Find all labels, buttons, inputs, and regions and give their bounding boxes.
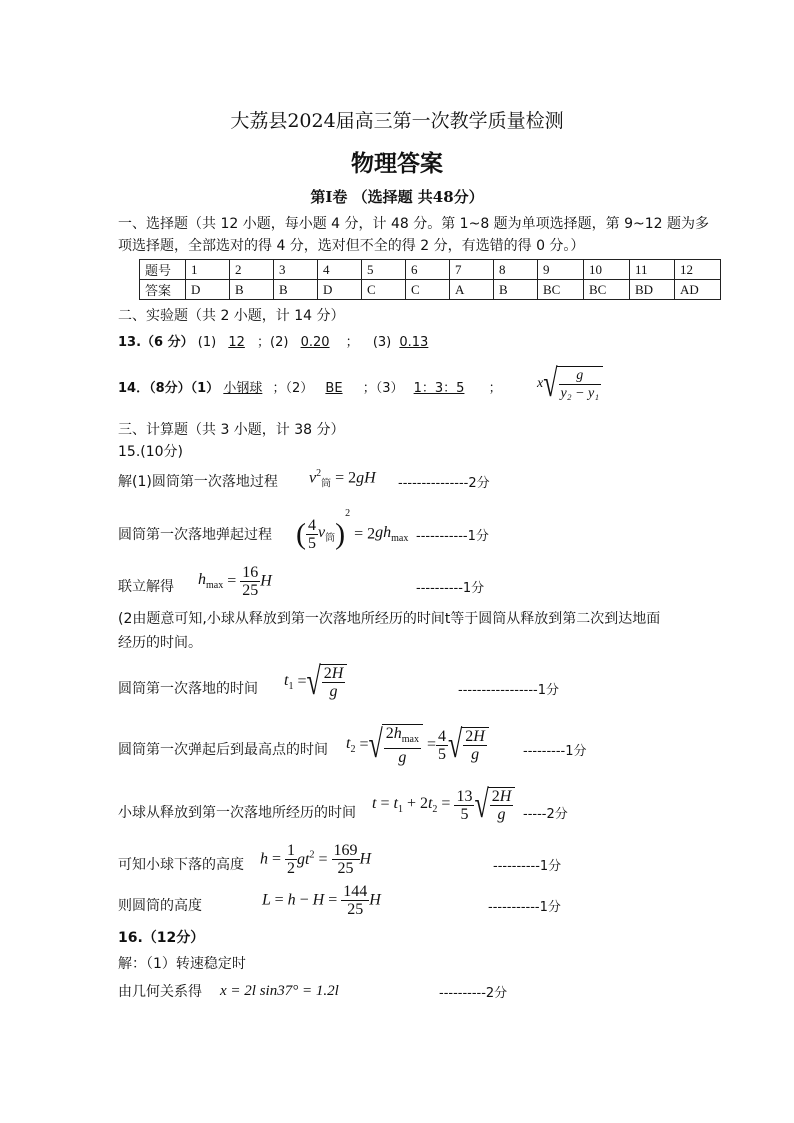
table-cell: BC [584, 280, 630, 300]
table-cell: D [186, 280, 230, 300]
q13-label: 13.（6 分） [118, 335, 194, 350]
q14-answer2: BE [325, 381, 343, 396]
table-cell: 1 [186, 260, 230, 280]
q16-step2-score: ----------2分 [439, 986, 508, 1001]
q15-step3-formula: $h_{max}$ = $\frac{16}{25}$ H [198, 564, 272, 599]
q15-step2-formula: ( $\frac{4}{5}$ $v_筒)^2 = 2gh_{max}$ [296, 508, 409, 552]
q15-step1-score: ---------------2分 [398, 476, 490, 491]
q14-answer3: 1：3：5 [413, 381, 465, 396]
q15-step5-text: 圆筒第一次弹起后到最高点的时间 [118, 742, 328, 758]
q15-part2-line2: 经历的时间。 [118, 635, 202, 651]
q14-formula [537, 361, 603, 405]
table-row-numbers [140, 260, 721, 280]
q15-step8-score: -----------1分 [488, 900, 561, 915]
q15-step7-numerator: 169 [333, 842, 358, 859]
exam-title: 大荔县2024届高三第一次教学质量检测 [230, 110, 564, 132]
q15-step6-score: -----2分 [523, 807, 568, 822]
q15-step2-score: -----------1分 [416, 529, 489, 544]
q13-separator: ； [345, 335, 359, 350]
q16-step2-text: 由几何关系得 [118, 984, 202, 1000]
table-cell: 11 [630, 260, 675, 280]
q14-part3-label: ；（3） [362, 381, 404, 396]
q15-step4-score: -----------------1分 [458, 683, 560, 698]
q16-step2-formula: x = 2l sin37° = 1.2l [220, 983, 339, 999]
q15-step6-numerator: 13 [456, 787, 473, 805]
table-cell: 6 [406, 260, 450, 280]
q13-answer2: 0.20 [300, 335, 330, 350]
section1-heading-line1: 一、选择题（共 12 小题，每小题 4 分，计 48 分。第 1~8 题为单项选择题，第 9~12 题为多 [118, 216, 710, 232]
doc-title: 物理答案 [351, 150, 443, 177]
q15-step8-numerator: 144 [343, 883, 368, 900]
q15-step3-score: ----------1分 [416, 581, 485, 596]
q14-label: 14．（8分）（1） [118, 381, 220, 396]
table-cell: 8 [494, 260, 538, 280]
table-cell: 5 [362, 260, 406, 280]
q15-part2-line1: (2由题意可知,小球从释放到第一次落地所经历的时间t等于圆筒从释放到第二次到达地面 [118, 611, 661, 627]
q15-step8-formula: L = h − H = $\frac{144}{25}$ H [262, 883, 381, 918]
q15-step3-denominator: 25 [242, 582, 259, 599]
table-cell: A [450, 280, 494, 300]
q13-part2-label: ；(2) [257, 335, 289, 350]
table-cell: 7 [450, 260, 494, 280]
q15-label: 15.(10分) [118, 444, 184, 460]
q15-step8-text: 则圆筒的高度 [118, 898, 202, 914]
q14-separator: ； [488, 381, 502, 396]
q14-part2-label: ；（2） [272, 381, 314, 396]
row-label-number: 题号 [140, 260, 186, 280]
table-cell: B [494, 280, 538, 300]
q15-step7-text: 可知小球下落的高度 [118, 857, 244, 873]
q14-line [118, 377, 516, 396]
table-cell: C [362, 280, 406, 300]
q15-step6-denominator: 5 [460, 805, 469, 823]
q16-step1-text: 解：（1）转速稳定时 [118, 956, 246, 972]
section2-heading: 二、实验题（共 2 小题，计 14 分） [118, 308, 345, 324]
q15-step7-denominator: 25 [337, 860, 354, 877]
q13-answer3: 0.13 [399, 335, 429, 350]
table-cell: D [318, 280, 362, 300]
table-cell: 12 [675, 260, 721, 280]
q15-step4-formula: $t_1$ =√ $\frac{2H}{g}$ [284, 664, 347, 700]
volume-title: 第Ⅰ卷 （选择题 共48分） [310, 188, 484, 206]
q13-answer1: 12 [228, 335, 245, 350]
table-cell: BD [630, 280, 675, 300]
q15-step7-score: ----------1分 [493, 859, 562, 874]
q15-step5-formula: $t_2$ =√ $\frac{2h_{max}}{g}$ = $\frac{4}{5}$ √ $\frac{2H}{g}$ [346, 724, 489, 766]
table-cell: 9 [538, 260, 584, 280]
section1-heading-line2: 项选择题，全部选对的得 4 分，选对但不全的得 2 分，有选错的得 0 分。） [118, 238, 585, 254]
table-cell: AD [675, 280, 721, 300]
q15-step3-text: 联立解得 [118, 579, 174, 595]
q15-step5-score: ---------1分 [523, 744, 587, 759]
table-row-answers [140, 280, 721, 300]
q15-step1-formula: $v^2_筒 = 2gH$ [309, 468, 376, 490]
q15-step6-text: 小球从释放到第一次落地所经历的时间 [118, 805, 356, 821]
table-cell: B [230, 280, 274, 300]
q16-label: 16.（12分） [118, 930, 205, 946]
table-cell: 2 [230, 260, 274, 280]
q14-numerator: g [559, 367, 602, 385]
sqrt-symbol: √ [543, 361, 558, 405]
q14-formula-x: x [537, 376, 544, 392]
section3-heading: 三、计算题（共 3 小题，计 38 分） [118, 422, 345, 438]
table-cell: BC [538, 280, 584, 300]
q13-line [118, 331, 432, 350]
table-cell: 10 [584, 260, 630, 280]
q15-step6-formula: $t = t_1 + 2t_2$ = $\frac{13}{5}$ √ $\frac{2H}{g}$ [372, 787, 515, 823]
row-label-answer: 答案 [140, 280, 186, 300]
q14-answer1: 小钢球 [223, 381, 263, 396]
q15-step3-numerator: 16 [242, 564, 259, 581]
answer-table [139, 259, 721, 300]
q14-fraction [559, 367, 602, 402]
q15-step1-text: 解(1)圆筒第一次落地过程 [118, 474, 278, 490]
q14-denominator: y₂ − y₁ [560, 386, 600, 401]
table-cell: 3 [274, 260, 318, 280]
table-cell: B [274, 280, 318, 300]
q15-step8-denominator: 25 [347, 901, 364, 918]
q15-step2-text: 圆筒第一次落地弹起过程 [118, 527, 272, 543]
q15-step4-text: 圆筒第一次落地的时间 [118, 681, 258, 697]
q15-step7-formula: h = $\frac{1}{2}$ $gt^2$ = $\frac{169}{25}$ H [260, 842, 372, 877]
q13-part1-label: (1) [197, 335, 217, 350]
table-cell: C [406, 280, 450, 300]
q13-part3-label: (3) [372, 335, 392, 350]
table-cell: 4 [318, 260, 362, 280]
